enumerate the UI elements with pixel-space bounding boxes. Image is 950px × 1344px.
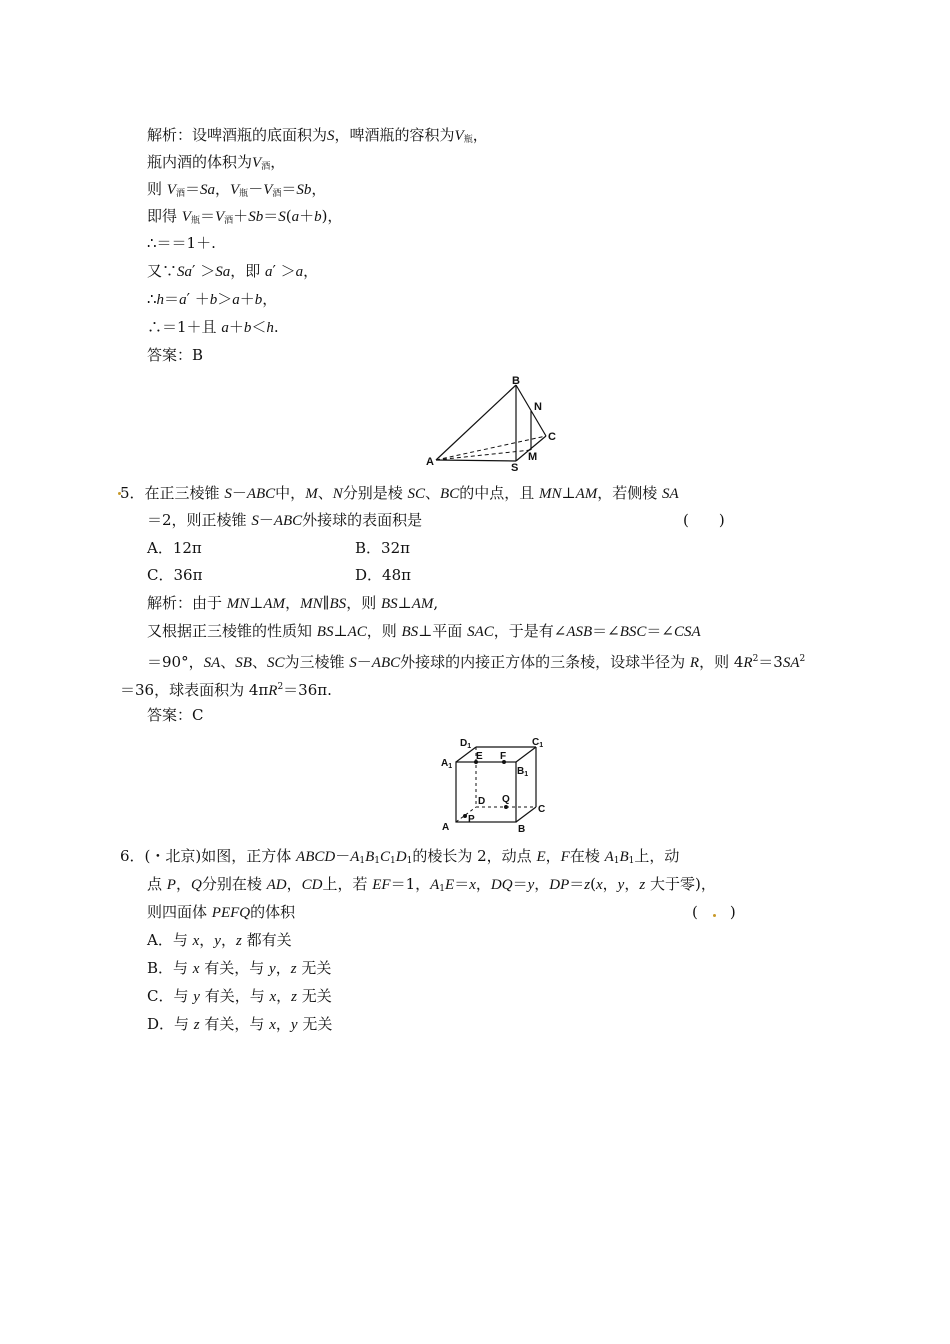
- sol4-line-8: ∴＝1＋且 a＋b＜h.: [147, 318, 279, 336]
- q6-line-2: 点 P，Q分别在棱 AD，CD上，若 EF＝1，$A_1E=x$，DQ＝y，DP＝z(x，y，z 大于零)，: [147, 875, 716, 894]
- q5-solution-4: ＝36，球表面积为 $4\pi R^2=36\pi$.: [120, 681, 332, 699]
- q6-line-3: 则四面体 PEFQ的体积: [147, 903, 296, 921]
- sol4-line-2: 瓶内酒的体积为$V_酒$，: [147, 153, 286, 172]
- label-P: P: [468, 814, 475, 825]
- label-D: D: [478, 796, 486, 807]
- q5-option-a: A．12π: [147, 539, 202, 557]
- label-N: N: [534, 401, 542, 413]
- sol4-line-3: 则 $V_酒=Sa$，$V_瓶-V_酒=Sb$，: [147, 180, 327, 199]
- label-C: C: [548, 431, 556, 443]
- label-A1: $A_1$: [441, 758, 453, 770]
- q6-option-b: B．与 x 有关，与 y，z 无关: [147, 959, 332, 977]
- label-F: F: [500, 751, 507, 762]
- point-Q-dot: [504, 805, 508, 809]
- q5-line-2: ＝2，则正棱锥 S－ABC外接球的表面积是: [147, 511, 423, 529]
- label-S: S: [511, 462, 519, 472]
- label-B: B: [518, 824, 526, 835]
- q5-answer-bracket: ( ): [683, 511, 725, 529]
- q5-solution-3: ＝90°，SA、SB、SC为三棱锥 S－ABC外接球的内接正方体的三条棱，设球半径为 R，则 $4R^2=3SA^2$: [147, 653, 806, 671]
- label-B1: $B_1$: [517, 766, 529, 778]
- sol4-answer: 答案：B: [147, 346, 204, 364]
- q5-option-c: C．36π: [147, 566, 203, 584]
- label-A1-sub: 1: [448, 763, 453, 770]
- label-A: A: [442, 822, 450, 833]
- q6-option-d: D．与 z 有关，与 x，y 无关: [147, 1015, 333, 1033]
- q5-line-1: 5．在正三棱锥 S－ABC中，M、N分别是棱 SC、BC的中点，且 MN⊥AM，若侧棱 SA: [120, 484, 679, 502]
- label-A: A: [426, 456, 434, 468]
- q5-option-b: B．32π: [355, 539, 410, 557]
- q5-answer: 答案：C: [147, 706, 204, 724]
- q6-option-a: A．与 x，y，z 都有关: [147, 931, 292, 949]
- scan-mark: [713, 914, 716, 917]
- q5-option-d: D．48π: [355, 566, 411, 584]
- label-D1: $D_1$: [460, 738, 472, 750]
- label-D1-sub: 1: [467, 743, 472, 750]
- q6-option-c: C．与 y 有关，与 x，z 无关: [147, 987, 332, 1005]
- q5-solution-2: 又根据正三棱锥的性质知 BS⊥AC，则 BS⊥平面 SAC，于是有∠ASB＝∠BSC＝∠CSA: [147, 622, 701, 640]
- point-P-dot: [463, 814, 467, 818]
- label-B1-sub: 1: [524, 771, 529, 778]
- label-C1-sub: 1: [539, 742, 544, 749]
- label-M: M: [528, 451, 538, 463]
- cube-edges: [456, 747, 536, 822]
- sol4-line-6: 又∵Sa′ ＞Sa，即 a′ ＞a，: [147, 262, 319, 280]
- label-C: C: [538, 804, 546, 815]
- label-C1: $C_1$: [532, 737, 544, 749]
- sol4-line-4: 即得 $V_瓶=V_酒+Sb=S(a+b)$，: [147, 207, 343, 226]
- q5-solution-1: 解析：由于 MN⊥AM，MN∥BS，则 BS⊥AM,: [147, 594, 439, 612]
- label-Q: Q: [502, 794, 510, 805]
- sol4-line-1: 解析：设啤酒瓶的底面积为S，啤酒瓶的容积为$V_瓶$，: [147, 126, 488, 145]
- sol4-line-7: ∴h＝a′ ＋b＞a＋b，: [147, 290, 278, 308]
- cube-hidden-edges: [456, 747, 536, 822]
- sol4-line-5: ∴＝＝1＋.: [147, 234, 216, 252]
- pyramid-edges: [436, 385, 546, 461]
- cube-figure: [438, 734, 550, 836]
- q6-answer-bracket: ( ): [692, 903, 736, 921]
- label-E: E: [476, 751, 483, 762]
- pyramid-figure: [420, 372, 570, 472]
- label-B: B: [512, 375, 520, 387]
- q6-line-1: 6．(・北京)如图，正方体 $ABCD-A_1B_1C_1D_1$的棱长为 2，动点 E，F在棱 $A_1B_1$上，动: [120, 847, 680, 866]
